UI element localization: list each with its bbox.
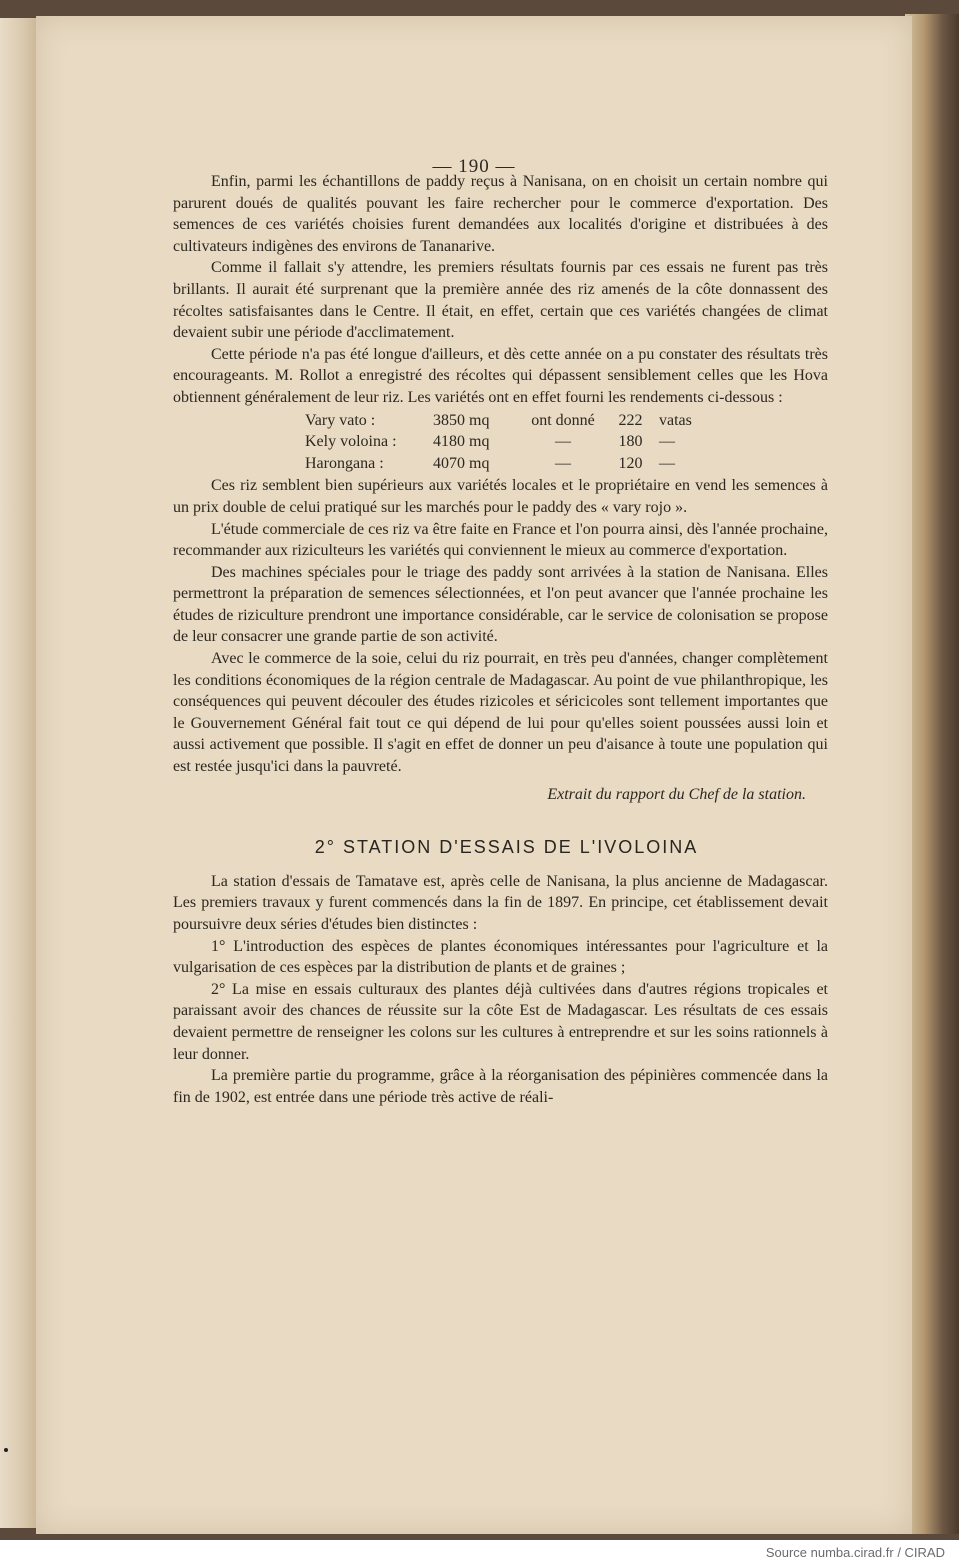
amount-cell: 222 xyxy=(618,411,643,429)
area-cell: 4180 mq xyxy=(433,433,490,451)
scan-speck xyxy=(4,1448,8,1452)
amount-cell: 180 xyxy=(618,433,643,451)
table-row xyxy=(305,431,828,453)
page-number: — 190 — xyxy=(432,156,516,177)
paragraph: 2° La mise en essais culturaux des plantes déjà cultivées dans d'autres régions tropicales et paraissant avoir des chances de réussite sur la côte Est de Madagascar. Les résultats de ces essais devaient permettre de renseigner les colons sur les cultures à entreprendre et sur les soins rationnels à leur donner. xyxy=(173,980,828,1063)
paragraph: Des machines spéciales pour le triage des paddy sont arrivées à la station de Nanisana. Elles permettront la préparation de semences sélectionnées, et l'on peut avancer que l'année prochaine les études de riziculture prendront une importance considérable, car le service de colonisation se propose de leur consacrer une grande partie de son activité. xyxy=(173,563,828,646)
paragraph: La première partie du programme, grâce à la réorganisation des pépinières commencée dans la fin de 1902, est entrée dans une période très active de réali- xyxy=(173,1067,828,1106)
variety-cell: Vary vato : xyxy=(305,411,376,429)
verb-cell: — xyxy=(555,454,571,472)
page-stack-left xyxy=(0,18,40,1528)
variety-cell: Harongana : xyxy=(305,454,384,472)
paragraph: Cette période n'a pas été longue d'ailleurs, et dès cette année on a pu constater des résultats très encourageants. M. Rollot a enregistré des récoltes qui dépassent sensiblement celles que les Hova obtiennent généralement de leur riz. Les variétés ont en effet fourni les rendements ci-dessous : xyxy=(173,345,828,406)
paragraph: Comme il fallait s'y attendre, les premiers résultats fournis par ces essais ne furent pas très brillants. Il aurait été surprenant que la première année des riz amenés de la côte donnassent des récoltes satisfaisantes dans le Centre. Il était, en effet, certain que ces variétés changées de climat devaient subir une période d'acclimatement. xyxy=(173,259,828,342)
verb-cell: — xyxy=(555,433,571,451)
page-body xyxy=(173,171,828,1108)
unit-cell: — xyxy=(659,454,675,472)
area-cell: 4070 mq xyxy=(433,454,490,472)
table-row xyxy=(305,453,828,475)
paragraph: Enfin, parmi les échantillons de paddy reçus à Nanisana, on en choisit un certain nombre qui parurent doués de qualités pouvant les faire rechercher pour le commerce d'exportation. Des semences de ces variétés choisies furent demandées aux localités d'origine et distribuées à des cultivateurs indigènes des environs de Tananarive. xyxy=(173,173,828,255)
amount-cell: 120 xyxy=(618,454,643,472)
section-title: 2° STATION D'ESSAIS DE L'IVOLOINA xyxy=(314,837,699,858)
source-credit: Source numba.cirad.fr / CIRAD xyxy=(765,1545,945,1560)
paragraph: L'étude commerciale de ces riz va être faite en France et l'on pourra ainsi, dès l'année prochaine, recommander aux riziculteurs les variétés qui conviennent le mieux au commerce d'exportation. xyxy=(173,520,828,560)
page-stack-right xyxy=(905,14,959,1534)
verb-cell: ont donné xyxy=(531,411,595,429)
paragraph: Ces riz semblent bien supérieurs aux variétés locales et le propriétaire en vend les semences à un prix double de celui pratiqué sur les marchés pour le paddy des « vary rojo ». xyxy=(173,477,828,516)
paragraph: 1° L'introduction des espèces de plantes économiques intéressantes pour l'agriculture et la vulgarisation de ces espèces par la distribution de plants et de graines ; xyxy=(173,937,828,977)
unit-cell: — xyxy=(659,433,675,451)
table-row xyxy=(305,410,828,432)
area-cell: 3850 mq xyxy=(433,411,490,429)
variety-cell: Kely voloina : xyxy=(305,433,397,451)
paragraph: La station d'essais de Tamatave est, après celle de Nanisana, la plus ancienne de Madagascar. Les premiers travaux y furent commencés dans la fin de 1897. En principe, cet établissement devait poursuivre deux séries d'études bien distinctes : xyxy=(173,872,828,933)
yield-table xyxy=(305,410,828,475)
paragraph: Avec le commerce de la soie, celui du riz pourrait, en très peu d'années, changer complètement les conditions économiques de la région centrale de Madagascar. Au point de vue philanthropique, les conséquences qui peuvent découler des études rizicoles et séricicoles sont tellement importantes que le Gouvernement Général fait tout ce qui dépend de lui pour qu'elles soient poussées aussi loin et aussi activement que possible. Il s'agit en effet de donner un peu d'aisance à toute une population qui est restée jusqu'ici dans la pauvreté. xyxy=(173,650,828,776)
unit-cell: vatas xyxy=(659,411,692,429)
report-signature: Extrait du rapport du Chef de la station. xyxy=(547,785,806,803)
